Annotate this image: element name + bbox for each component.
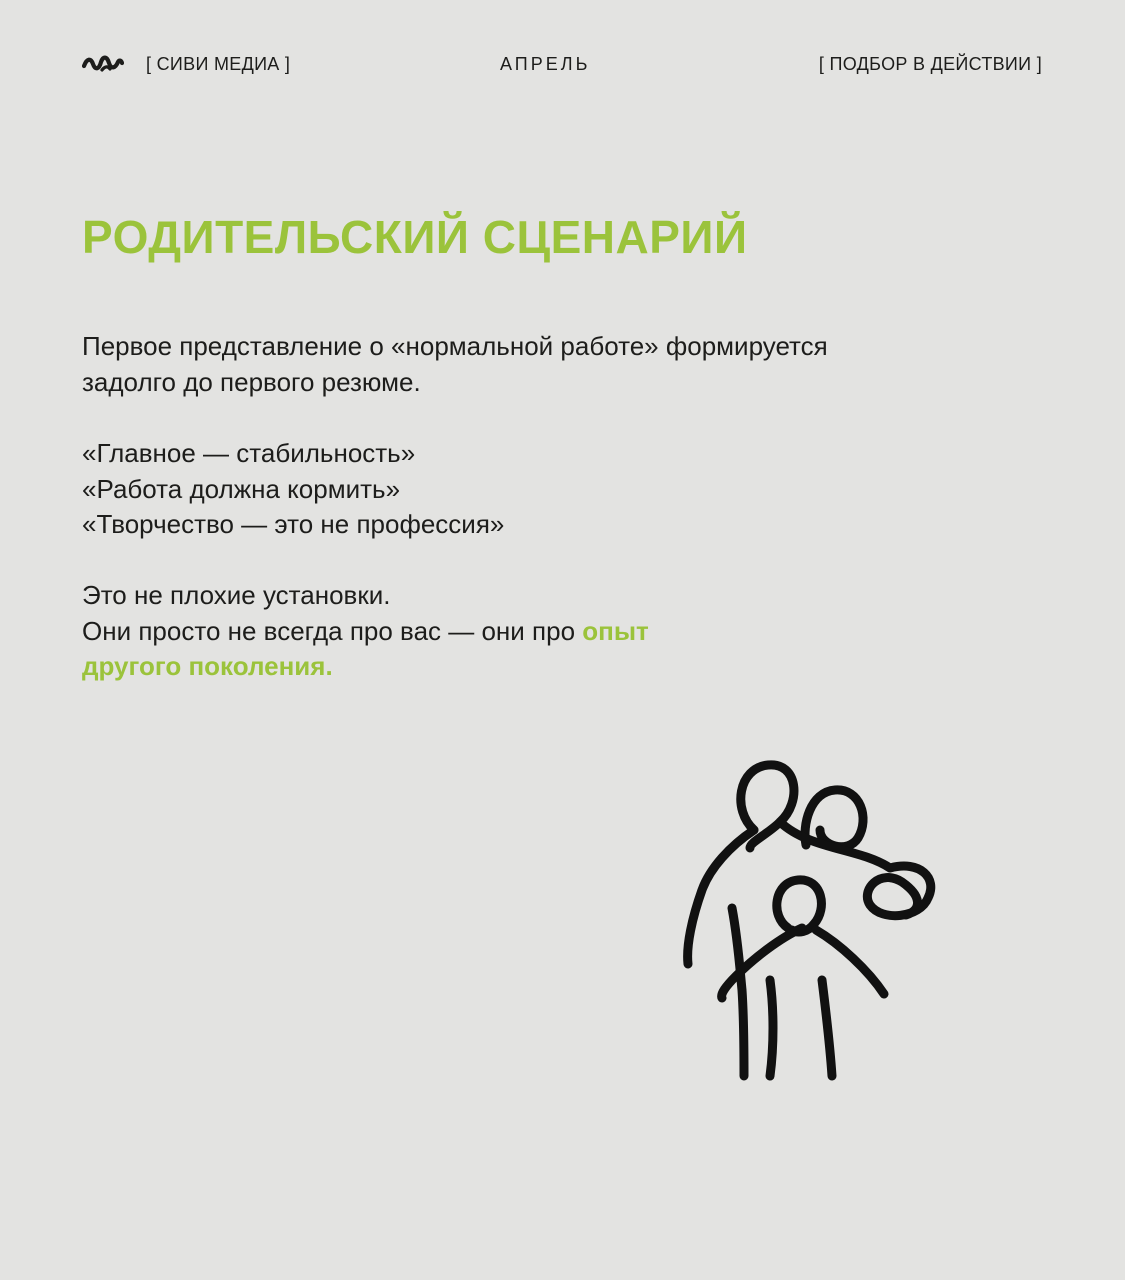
conclusion-text: Они просто не всегда про вас — они про bbox=[82, 615, 583, 646]
conclusion-line bbox=[82, 614, 982, 650]
header bbox=[82, 50, 1042, 82]
conclusion-highlight: другого поколения. bbox=[82, 651, 333, 681]
quote-item: «Творчество — это не профессия» bbox=[82, 509, 505, 539]
parent-and-child-line-icon bbox=[670, 750, 960, 1095]
conclusion-line: Это не плохие установки. bbox=[82, 580, 391, 610]
brand-name: [ СИВИ МЕДИА ] bbox=[146, 54, 291, 74]
issue-month: АПРЕЛЬ bbox=[500, 54, 591, 74]
page-title: РОДИТЕЛЬСКИЙ СЦЕНАРИЙ bbox=[82, 211, 748, 263]
quote-item: «Главное — стабильность» bbox=[82, 438, 416, 468]
section-label: [ ПОДБОР В ДЕЙСТВИИ ] bbox=[818, 54, 1042, 74]
intro-line: задолго до первого резюме. bbox=[82, 366, 421, 397]
quotes-list bbox=[82, 436, 982, 543]
conclusion-paragraph bbox=[82, 578, 982, 685]
conclusion-highlight: опыт bbox=[582, 615, 649, 646]
intro-paragraph bbox=[82, 329, 982, 400]
brand-logo-icon bbox=[82, 52, 124, 74]
quote-item: «Работа должна кормить» bbox=[82, 473, 401, 504]
intro-line: Первое представление о «нормальной работе» формируется bbox=[82, 331, 828, 361]
